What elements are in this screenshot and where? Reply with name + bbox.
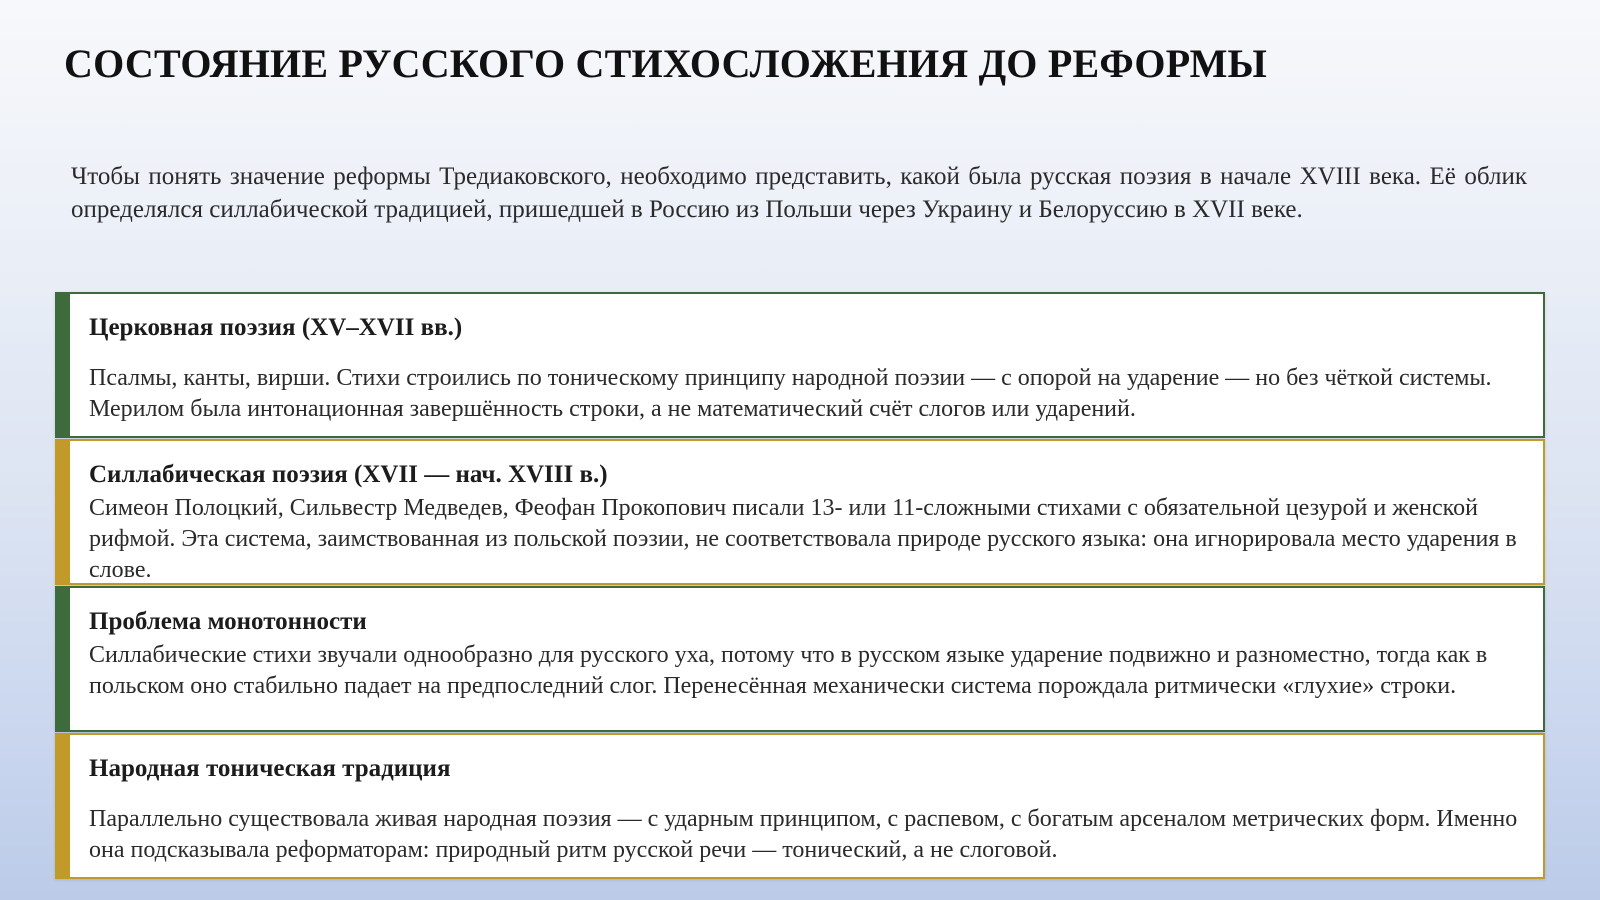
card-text: Псалмы, канты, вирши. Стихи строились по тоническому принципу народной поэзии — с опорой на ударение — но без чёткой системы. Мерилом была интонационная завершённость строки, а не математический счёт слогов или ударений.: [89, 365, 1492, 422]
card-text: Параллельно существовала живая народная поэзия — с ударным принципом, с распевом, с богатым арсеналом метрических форм. Именно она подсказывала реформаторам: природный ритм русской речи — тонический, а не слоговой.: [89, 806, 1518, 863]
card-accent-bar: [57, 588, 70, 730]
card-heading: Церковная поэзия (XV–XVII вв.): [89, 314, 463, 341]
card-folk-tonic-tradition: [55, 733, 1545, 879]
card-accent-bar: [57, 294, 70, 436]
card-heading: Народная тоническая традиция: [89, 755, 451, 782]
card-heading: Силлабическая поэзия (XVII — нач. XVIII в.): [89, 461, 608, 488]
slide-title: СОСТОЯНИЕ РУССКОГО СТИХОСЛОЖЕНИЯ ДО РЕФОРМЫ: [64, 41, 1267, 86]
card-monotony-problem: [55, 586, 1545, 732]
card-text: Силлабические стихи звучали однообразно для русского уха, потому что в русском языке ударение подвижно и разноместно, тогда как в польском оно стабильно падает на предпоследний слог. Перенесённая механически система порождала ритмически «глухие» строки.: [89, 642, 1488, 699]
card-accent-bar: [57, 441, 70, 583]
card-syllabic-poetry: [55, 439, 1545, 585]
card-church-poetry: [55, 292, 1545, 438]
card-heading: Проблема монотонности: [89, 608, 367, 635]
intro-paragraph: Чтобы понять значение реформы Тредиаковского, необходимо представить, какой была русская поэзия в начале XVIII века. Её облик определялся силлабической традицией, пришедшей в Россию из Польши через Украину и Белоруссию в XVII веке.: [71, 163, 1527, 223]
card-accent-bar: [57, 735, 70, 877]
card-text: Симеон Полоцкий, Сильвестр Медведев, Феофан Прокопович писали 13- или 11-сложными стихами с обязательной цезурой и женской рифмой. Эта система, заимствованная из польской поэзии, не соответствовала природе русского языка: она игнорировала место ударения в слове.: [89, 495, 1517, 583]
